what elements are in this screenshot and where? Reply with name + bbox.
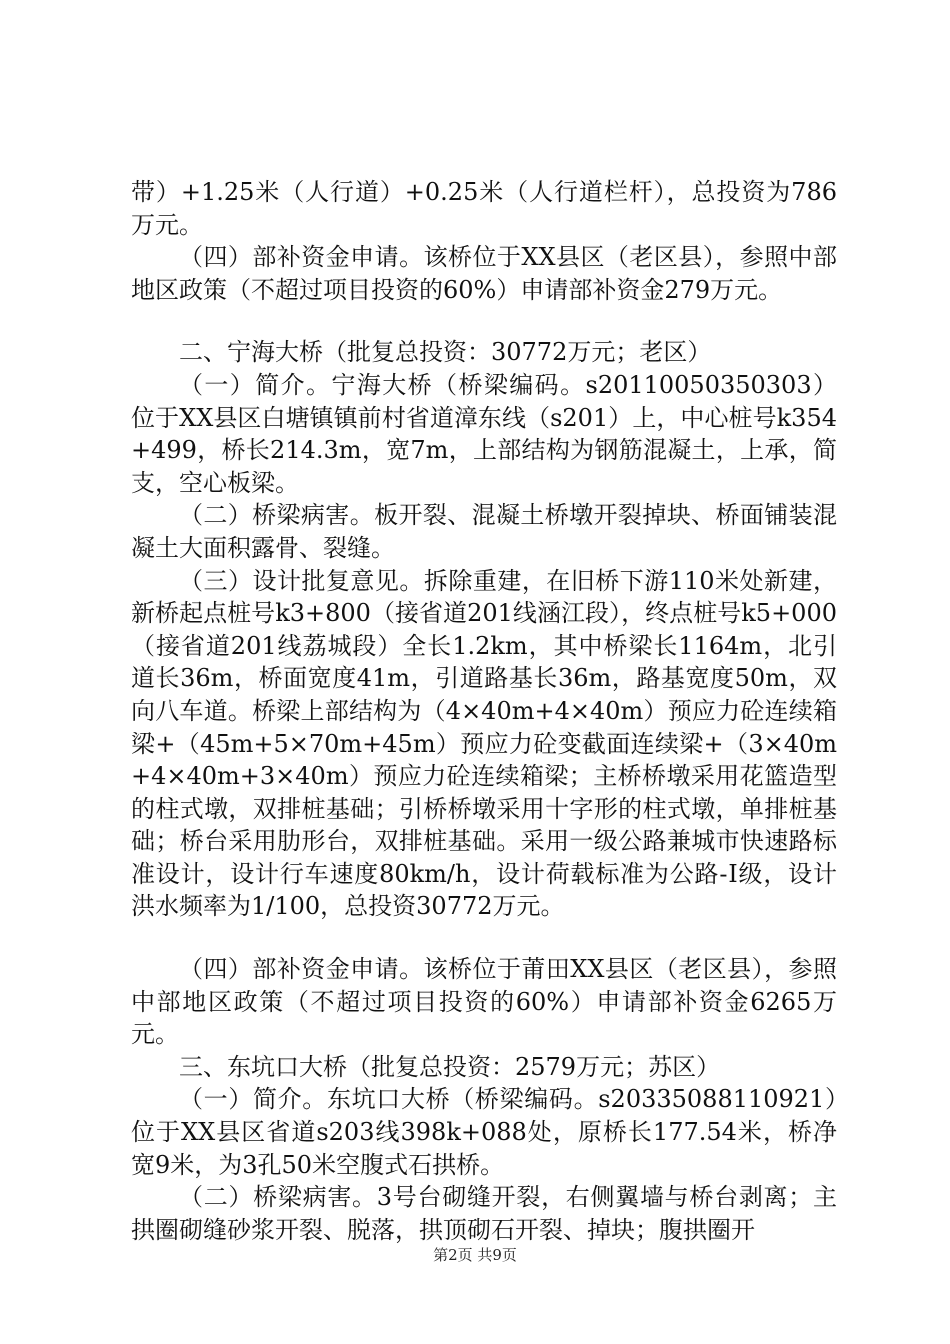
paragraph-gap: [131, 306, 837, 336]
page-footer: 第2页 共9页: [433, 1246, 517, 1264]
section-heading-3: 三、东坑口大桥（批复总投资：2579万元；苏区）: [179, 1052, 721, 1081]
paragraph-3: （一）简介。宁海大桥（桥梁编码。s20110050350303）位于XX县区白塘镇镇前村省道漳东线（s201）上，中心桩号k354+499，桥长214.3m，宽7m，上部结构为钢筋混凝土，上承，简支，空心板梁。: [131, 370, 837, 497]
paragraph-7: （一）简介。东坑口大桥（桥梁编码。s20335088110921）位于XX县区省道s203线398k+088处，原桥长177.54米，桥净宽9米，为3孔50米空腹式石拱桥。: [131, 1085, 837, 1179]
paragraph-1: 带）+1.25米（人行道）+0.25米（人行道栏杆），总投资为786万元。: [131, 178, 837, 239]
paragraph-gap: [131, 923, 837, 953]
paragraph-5: （三）设计批复意见。拆除重建，在旧桥下游110米处新建，新桥起点桩号k3+800（接省道201线涵江段），终点桩号k5+000（接省道201线荔城段）全长1.2km，其中桥梁长1164m，北引道长36m，桥面宽度41m，引道路基长36m，路基宽度50m，双向八车道。桥梁上部结构为（4×40m+4×40m）预应力砼连续箱梁+（45m+5×70m+45m）预应力砼变截面连续梁+（3×40m+4×40m+3×40m）预应力砼连续箱梁；主桥桥墩采用花篮造型的柱式墩，双排桩基础；引桥桥墩采用十字形的柱式墩，单排桩基础；桥台采用肋形台，双排桩基础。采用一级公路兼城市快速路标准设计，设计行车速度80km/h，设计荷载标准为公路-Ⅰ级，设计洪水频率为1/100，总投资30772万元。: [131, 566, 837, 921]
paragraph-6: （四）部补资金申请。该桥位于莆田XX县区（老区县），参照中部地区政策（不超过项目投资的60%）申请部补资金6265万元。: [131, 955, 837, 1049]
section-heading-2: 二、宁海大桥（批复总投资：30772万元；老区）: [179, 338, 712, 367]
paragraph-8: （二）桥梁病害。3号台砌缝开裂，右侧翼墙与桥台剥离；主拱圈砌缝砂浆开裂、脱落，拱顶砌石开裂、掉块；腹拱圈开: [131, 1183, 837, 1244]
document-body: [131, 176, 837, 1246]
paragraph-4: （二）桥梁病害。板开裂、混凝土桥墩开裂掉块、桥面铺装混凝土大面积露骨、裂缝。: [131, 501, 837, 562]
paragraph-2: （四）部补资金申请。该桥位于XX县区（老区县），参照中部地区政策（不超过项目投资的60%）申请部补资金279万元。: [131, 243, 837, 304]
